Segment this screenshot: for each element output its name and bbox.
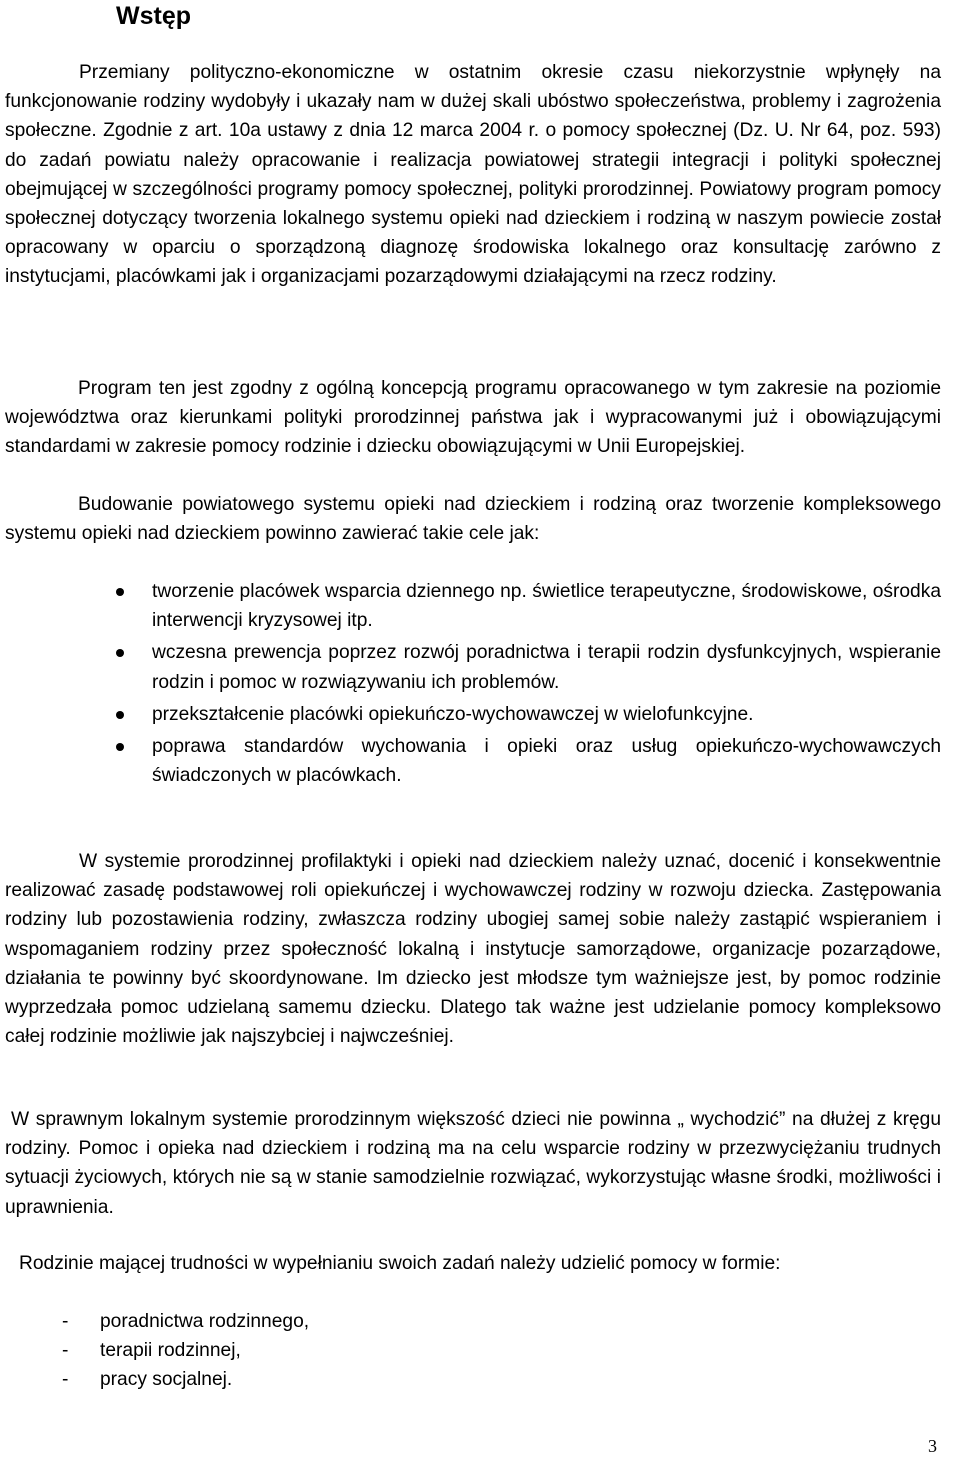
- list-item: [0, 638, 941, 696]
- list-item: [0, 732, 941, 790]
- dash-marker: -: [62, 1340, 69, 1362]
- goal-text: wczesna prewencja poprzez rozwój poradnictwa i terapii rodzin dysfunkcyjnych, wspieranie rodzin i pomoc w rozwiązywaniu ich problemów.: [152, 642, 941, 693]
- list-item: [0, 577, 941, 635]
- list-item: [0, 1307, 309, 1336]
- dash-marker: -: [62, 1369, 69, 1391]
- prevention-paragraph: W systemie prorodzinnej profilaktyki i opieki nad dzieckiem należy uznać, docenić i konsekwentnie realizować zasadę podstawowej roli opiekuńczej i wychowawczej rodziny w rozwoju dziecka. Zastępowania rodziny lub pozostawienia rodziny, zwłaszcza rodziny ubogiej samej sobie należy zastąpić wspieraniem i wspomaganiem rodziny przez społeczność lokalną i instytucje samorządowe, organizacje pozarządowe, działania te powinny być skoordynowane. Im dziecko jest młodsze tym ważniejsze jest, by pomoc rodzinie wyprzedzała pomoc udzielaną samemu dziecku. Dlatego tak ważne jest udzielanie pomocy kompleksowo całej rodzinie możliwie jak najszybciej i najwcześniej.: [5, 851, 941, 1048]
- program-paragraph: Program ten jest zgodny z ogólną koncepcją programu opracowanego w tym zakresie na poziomie województwa oraz kierunkami polityki prorodzinnej państwa jak i wypracowanymi już i obowiązującymi standardami w zakresie pomocy rodzinie i dziecku obowiązującymi w Unii Europejskiej.: [5, 378, 941, 458]
- bullet-icon: [116, 711, 124, 719]
- list-item: [0, 1365, 309, 1394]
- form-text: terapii rodzinnej,: [100, 1340, 241, 1362]
- system-goals-paragraph: Budowanie powiatowego systemu opieki nad dzieckiem i rodziną oraz tworzenie kompleksowego systemu opieki nad dzieckiem powinno zawierać takie cele jak:: [5, 494, 941, 545]
- list-item: [0, 1336, 309, 1365]
- bullet-icon: [116, 649, 124, 657]
- forms-of-help-paragraph: Rodzinie mającej trudności w wypełnianiu swoich zadań należy udzielić pomocy w formie:: [19, 1253, 781, 1274]
- form-text: poradnictwa rodzinnego,: [100, 1311, 310, 1332]
- forms-of-help-list: [0, 1307, 309, 1395]
- local-system-paragraph: W sprawnym lokalnym systemie prorodzinnym większość dzieci nie powinna „ wychodzić” na dłużej z kręgu rodziny. Pomoc i opieka nad dzieckiem i rodziną ma na celu wsparcie rodziny w przezwyciężaniu trudnych sytuacji życiowych, których nie są w stanie samodzielnie rozwiązać, wykorzystując własne środki, możliwości i uprawnienia.: [5, 1109, 941, 1218]
- page-number: 3: [928, 1436, 937, 1456]
- form-text: pracy socjalnej.: [100, 1369, 233, 1391]
- page-title: Wstęp: [116, 2, 191, 30]
- bullet-icon: [116, 743, 124, 751]
- bullet-icon: [116, 588, 124, 596]
- intro-paragraph: Przemiany polityczno-ekonomiczne w ostatnim okresie czasu niekorzystnie wpłynęły na funkcjonowanie rodziny wydobyły i ukazały nam w dużej skali ubóstwo społeczeństwa, problemy i zagrożenia społeczne. Zgodnie z art. 10a ustawy z dnia 12 marca 2004 r. o pomocy społecznej (Dz. U. Nr 64, poz. 593) do zadań powiatu należy opracowanie i realizacja powiatowej strategii integracji i polityki społecznej obejmującej w szczególności programy pomocy społecznej, polityki prorodzinnej. Powiatowy program pomocy społecznej dotyczący tworzenia lokalnego systemu opieki nad dzieckiem i rodziną w naszym powiecie został opracowany w oparciu o sporządzoną diagnozę środowiska lokalnego oraz konsultację zarówno z instytucjami, placówkami jak i organizacjami pozarządowymi działającymi na rzecz rodziny.: [5, 62, 941, 288]
- goal-text: poprawa standardów wychowania i opieki oraz usług opiekuńczo-wychowawczych świadczonych w placówkach.: [152, 736, 941, 787]
- goals-list: [0, 577, 941, 793]
- goal-text: przekształcenie placówki opiekuńczo-wychowawczej w wielofunkcyjne.: [152, 703, 754, 725]
- dash-marker: -: [62, 1311, 69, 1332]
- list-item: [0, 700, 941, 729]
- goal-text: tworzenie placówek wsparcia dziennego np. świetlice terapeutyczne, środowiskowe, ośrodka interwencji kryzysowej itp.: [152, 581, 941, 632]
